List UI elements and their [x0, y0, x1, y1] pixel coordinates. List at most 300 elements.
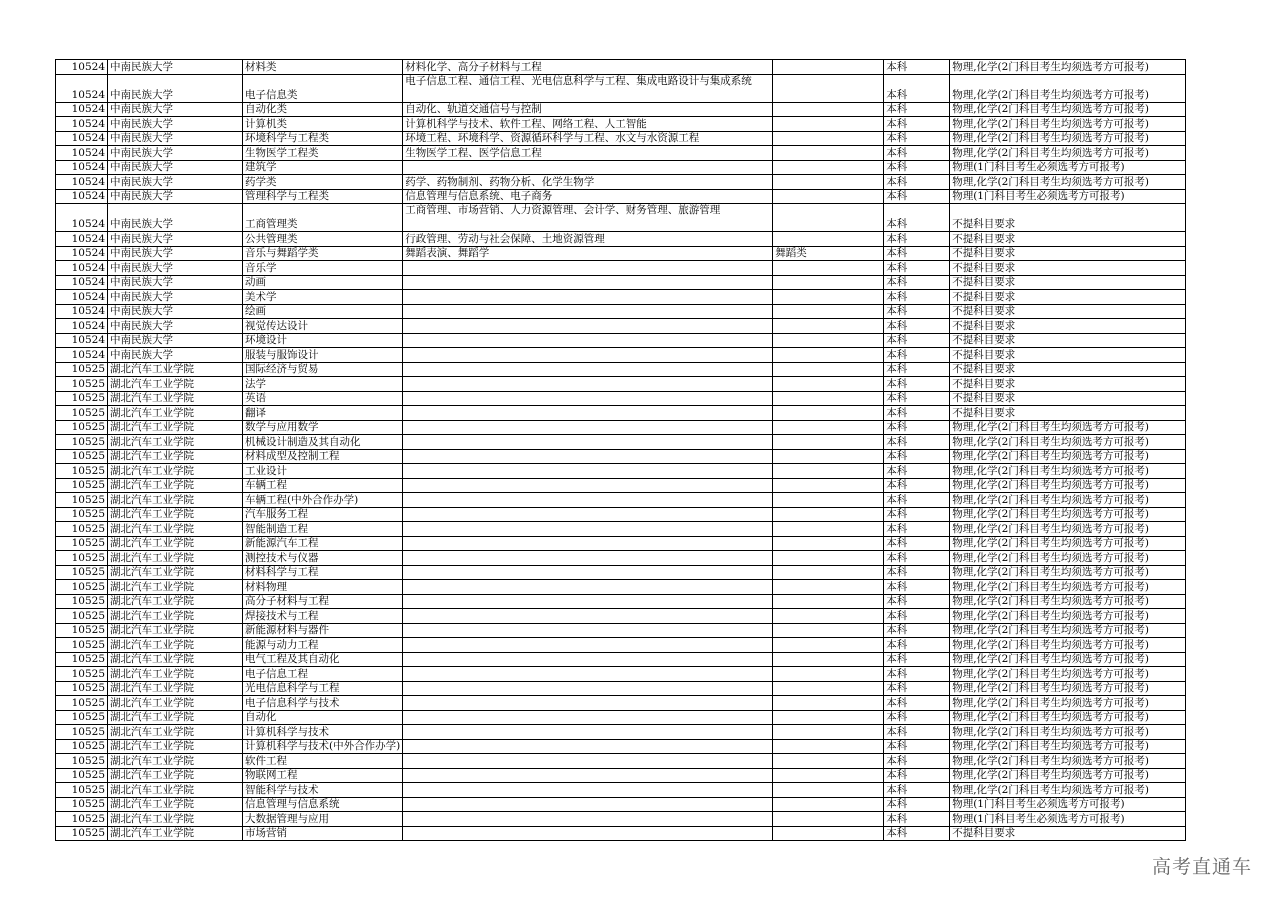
subject-requirement-cell: 不提科目要求: [950, 362, 1186, 377]
included-majors-cell: [403, 652, 773, 667]
note-cell: [773, 204, 884, 232]
school-name-cell: 湖北汽车工业学院: [108, 406, 243, 421]
major-category-cell: 药学类: [243, 175, 403, 190]
note-cell: [773, 290, 884, 305]
school-code-cell: 10524: [56, 333, 108, 348]
subject-requirement-cell: 物理,化学(2门科目考生均须选考方可报考): [950, 565, 1186, 580]
school-code-cell: 10524: [56, 304, 108, 319]
school-code-cell: 10524: [56, 189, 108, 204]
school-code-cell: 10525: [56, 449, 108, 464]
subject-requirement-cell: 物理,化学(2门科目考生均须选考方可报考): [950, 175, 1186, 190]
included-majors-cell: [403, 623, 773, 638]
major-category-cell: 音乐学: [243, 261, 403, 276]
note-cell: [773, 420, 884, 435]
major-category-cell: 环境科学与工程类: [243, 131, 403, 146]
level-cell: 本科: [884, 275, 950, 290]
note-cell: [773, 275, 884, 290]
school-code-cell: 10525: [56, 420, 108, 435]
note-cell: [773, 696, 884, 711]
note-cell: [773, 377, 884, 392]
school-code-cell: 10525: [56, 406, 108, 421]
school-name-cell: 湖北汽车工业学院: [108, 826, 243, 841]
level-cell: 本科: [884, 725, 950, 740]
table-row: [56, 74, 1186, 102]
school-code-cell: 10524: [56, 160, 108, 175]
school-code-cell: 10524: [56, 60, 108, 75]
major-category-cell: 汽车服务工程: [243, 507, 403, 522]
table-row: [56, 652, 1186, 667]
major-category-cell: 翻译: [243, 406, 403, 421]
major-category-cell: 材料物理: [243, 580, 403, 595]
level-cell: 本科: [884, 290, 950, 305]
school-name-cell: 湖北汽车工业学院: [108, 580, 243, 595]
included-majors-cell: [403, 377, 773, 392]
school-name-cell: 中南民族大学: [108, 131, 243, 146]
included-majors-cell: 信息管理与信息系统、电子商务: [403, 189, 773, 204]
major-category-cell: 电子信息工程: [243, 667, 403, 682]
level-cell: 本科: [884, 160, 950, 175]
school-name-cell: 湖北汽车工业学院: [108, 812, 243, 827]
note-cell: [773, 609, 884, 624]
included-majors-cell: [403, 565, 773, 580]
note-cell: [773, 449, 884, 464]
included-majors-cell: [403, 594, 773, 609]
level-cell: 本科: [884, 826, 950, 841]
major-category-cell: 高分子材料与工程: [243, 594, 403, 609]
subject-requirement-cell: 不提科目要求: [950, 319, 1186, 334]
included-majors-cell: 行政管理、劳动与社会保障、土地资源管理: [403, 232, 773, 247]
school-name-cell: 湖北汽车工业学院: [108, 623, 243, 638]
table-row: [56, 551, 1186, 566]
note-cell: [773, 812, 884, 827]
school-code-cell: 10524: [56, 319, 108, 334]
note-cell: [773, 117, 884, 132]
school-name-cell: 湖北汽车工业学院: [108, 783, 243, 798]
included-majors-cell: [403, 681, 773, 696]
included-majors-cell: [403, 609, 773, 624]
subject-requirement-cell: 物理(1门科目考生必须选考方可报考): [950, 812, 1186, 827]
table-row: [56, 160, 1186, 175]
major-category-cell: 材料科学与工程: [243, 565, 403, 580]
school-code-cell: 10525: [56, 623, 108, 638]
included-majors-cell: [403, 667, 773, 682]
level-cell: 本科: [884, 754, 950, 769]
subject-requirement-cell: 物理,化学(2门科目考生均须选考方可报考): [950, 536, 1186, 551]
note-cell: [773, 304, 884, 319]
subject-requirement-cell: 物理,化学(2门科目考生均须选考方可报考): [950, 667, 1186, 682]
school-name-cell: 中南民族大学: [108, 74, 243, 102]
level-cell: 本科: [884, 319, 950, 334]
major-category-cell: 材料类: [243, 60, 403, 75]
school-code-cell: 10525: [56, 391, 108, 406]
included-majors-cell: 环境工程、环境科学、资源循环科学与工程、水文与水资源工程: [403, 131, 773, 146]
table-row: [56, 377, 1186, 392]
school-name-cell: 湖北汽车工业学院: [108, 536, 243, 551]
level-cell: 本科: [884, 102, 950, 117]
school-name-cell: 中南民族大学: [108, 304, 243, 319]
included-majors-cell: 计算机科学与技术、软件工程、网络工程、人工智能: [403, 117, 773, 132]
school-name-cell: 中南民族大学: [108, 290, 243, 305]
included-majors-cell: [403, 319, 773, 334]
included-majors-cell: [403, 348, 773, 363]
level-cell: 本科: [884, 261, 950, 276]
included-majors-cell: [403, 391, 773, 406]
table-row: [56, 131, 1186, 146]
included-majors-cell: [403, 275, 773, 290]
subject-requirement-cell: 物理,化学(2门科目考生均须选考方可报考): [950, 449, 1186, 464]
level-cell: 本科: [884, 131, 950, 146]
note-cell: [773, 536, 884, 551]
subject-requirement-cell: 物理,化学(2门科目考生均须选考方可报考): [950, 146, 1186, 161]
subject-requirement-cell: 物理,化学(2门科目考生均须选考方可报考): [950, 420, 1186, 435]
level-cell: 本科: [884, 60, 950, 75]
subject-requirement-cell: 物理(1门科目考生必须选考方可报考): [950, 160, 1186, 175]
subject-requirement-cell: 物理,化学(2门科目考生均须选考方可报考): [950, 725, 1186, 740]
table-row: [56, 275, 1186, 290]
major-category-cell: 生物医学工程类: [243, 146, 403, 161]
note-cell: [773, 783, 884, 798]
school-code-cell: 10525: [56, 464, 108, 479]
note-cell: [773, 74, 884, 102]
note-cell: [773, 362, 884, 377]
note-cell: [773, 160, 884, 175]
school-name-cell: 中南民族大学: [108, 333, 243, 348]
school-name-cell: 中南民族大学: [108, 175, 243, 190]
subject-requirement-cell: 物理,化学(2门科目考生均须选考方可报考): [950, 493, 1186, 508]
school-code-cell: 10524: [56, 261, 108, 276]
school-code-cell: 10524: [56, 290, 108, 305]
subject-requirement-cell: 物理,化学(2门科目考生均须选考方可报考): [950, 464, 1186, 479]
table-row: [56, 696, 1186, 711]
major-category-cell: 机械设计制造及其自动化: [243, 435, 403, 450]
table-row: [56, 146, 1186, 161]
major-category-cell: 智能制造工程: [243, 522, 403, 537]
level-cell: 本科: [884, 507, 950, 522]
subject-requirement-cell: 不提科目要求: [950, 261, 1186, 276]
major-category-cell: 管理科学与工程类: [243, 189, 403, 204]
major-category-cell: 建筑学: [243, 160, 403, 175]
table-row: [56, 406, 1186, 421]
level-cell: 本科: [884, 681, 950, 696]
level-cell: 本科: [884, 565, 950, 580]
school-name-cell: 中南民族大学: [108, 348, 243, 363]
level-cell: 本科: [884, 333, 950, 348]
table-row: [56, 507, 1186, 522]
school-code-cell: 10525: [56, 710, 108, 725]
subject-requirement-cell: 物理,化学(2门科目考生均须选考方可报考): [950, 783, 1186, 798]
school-name-cell: 湖北汽车工业学院: [108, 768, 243, 783]
level-cell: 本科: [884, 696, 950, 711]
level-cell: 本科: [884, 189, 950, 204]
note-cell: [773, 102, 884, 117]
level-cell: 本科: [884, 812, 950, 827]
subject-requirement-cell: 不提科目要求: [950, 333, 1186, 348]
table-row: [56, 638, 1186, 653]
table-row: [56, 333, 1186, 348]
level-cell: 本科: [884, 391, 950, 406]
table-row: [56, 522, 1186, 537]
school-name-cell: 湖北汽车工业学院: [108, 551, 243, 566]
school-code-cell: 10525: [56, 783, 108, 798]
school-name-cell: 中南民族大学: [108, 232, 243, 247]
school-name-cell: 湖北汽车工业学院: [108, 652, 243, 667]
school-code-cell: 10525: [56, 667, 108, 682]
table-row: [56, 580, 1186, 595]
note-cell: [773, 768, 884, 783]
table-row: [56, 117, 1186, 132]
included-majors-cell: [403, 478, 773, 493]
school-name-cell: 湖北汽车工业学院: [108, 420, 243, 435]
table-row: [56, 420, 1186, 435]
note-cell: [773, 623, 884, 638]
major-category-cell: 绘画: [243, 304, 403, 319]
table-row: [56, 435, 1186, 450]
level-cell: 本科: [884, 667, 950, 682]
school-name-cell: 湖北汽车工业学院: [108, 667, 243, 682]
table-row: [56, 725, 1186, 740]
level-cell: 本科: [884, 623, 950, 638]
subject-requirement-cell: 物理,化学(2门科目考生均须选考方可报考): [950, 74, 1186, 102]
level-cell: 本科: [884, 580, 950, 595]
school-code-cell: 10525: [56, 609, 108, 624]
school-name-cell: 中南民族大学: [108, 60, 243, 75]
school-code-cell: 10525: [56, 435, 108, 450]
subject-requirement-cell: 物理,化学(2门科目考生均须选考方可报考): [950, 551, 1186, 566]
subject-requirement-cell: 不提科目要求: [950, 232, 1186, 247]
note-cell: [773, 522, 884, 537]
note-cell: [773, 478, 884, 493]
level-cell: 本科: [884, 638, 950, 653]
table-row: [56, 60, 1186, 75]
note-cell: 舞蹈类: [773, 246, 884, 261]
major-category-cell: 音乐与舞蹈学类: [243, 246, 403, 261]
note-cell: [773, 725, 884, 740]
subject-requirement-cell: 物理,化学(2门科目考生均须选考方可报考): [950, 710, 1186, 725]
table-row: [56, 464, 1186, 479]
subject-requirement-cell: 不提科目要求: [950, 826, 1186, 841]
school-code-cell: 10525: [56, 580, 108, 595]
subject-requirement-cell: 物理,化学(2门科目考生均须选考方可报考): [950, 623, 1186, 638]
level-cell: 本科: [884, 739, 950, 754]
level-cell: 本科: [884, 652, 950, 667]
included-majors-cell: [403, 739, 773, 754]
level-cell: 本科: [884, 449, 950, 464]
table-row: [56, 449, 1186, 464]
school-code-cell: 10525: [56, 478, 108, 493]
note-cell: [773, 652, 884, 667]
table-row: [56, 348, 1186, 363]
note-cell: [773, 754, 884, 769]
school-code-cell: 10525: [56, 696, 108, 711]
note-cell: [773, 565, 884, 580]
major-category-cell: 美术学: [243, 290, 403, 305]
major-category-cell: 公共管理类: [243, 232, 403, 247]
included-majors-cell: 自动化、轨道交通信号与控制: [403, 102, 773, 117]
table-row: [56, 754, 1186, 769]
table-row: [56, 812, 1186, 827]
subject-requirement-cell: 不提科目要求: [950, 406, 1186, 421]
school-name-cell: 湖北汽车工业学院: [108, 754, 243, 769]
included-majors-cell: [403, 522, 773, 537]
note-cell: [773, 667, 884, 682]
school-name-cell: 湖北汽车工业学院: [108, 681, 243, 696]
school-name-cell: 湖北汽车工业学院: [108, 391, 243, 406]
included-majors-cell: [403, 768, 773, 783]
school-code-cell: 10524: [56, 146, 108, 161]
major-category-cell: 工商管理类: [243, 204, 403, 232]
school-code-cell: 10524: [56, 348, 108, 363]
level-cell: 本科: [884, 175, 950, 190]
school-code-cell: 10525: [56, 522, 108, 537]
level-cell: 本科: [884, 797, 950, 812]
school-code-cell: 10525: [56, 681, 108, 696]
school-name-cell: 湖北汽车工业学院: [108, 507, 243, 522]
level-cell: 本科: [884, 74, 950, 102]
school-code-cell: 10525: [56, 377, 108, 392]
school-code-cell: 10525: [56, 362, 108, 377]
school-code-cell: 10525: [56, 594, 108, 609]
table-row: [56, 609, 1186, 624]
note-cell: [773, 60, 884, 75]
major-category-cell: 动画: [243, 275, 403, 290]
table-row: [56, 246, 1186, 261]
major-category-cell: 自动化: [243, 710, 403, 725]
major-category-cell: 电气工程及其自动化: [243, 652, 403, 667]
subject-requirement-cell: 物理,化学(2门科目考生均须选考方可报考): [950, 507, 1186, 522]
note-cell: [773, 435, 884, 450]
school-name-cell: 湖北汽车工业学院: [108, 638, 243, 653]
note-cell: [773, 261, 884, 276]
level-cell: 本科: [884, 420, 950, 435]
school-code-cell: 10524: [56, 175, 108, 190]
table-row: [56, 783, 1186, 798]
note-cell: [773, 391, 884, 406]
subject-requirement-cell: 物理,化学(2门科目考生均须选考方可报考): [950, 131, 1186, 146]
level-cell: 本科: [884, 464, 950, 479]
subject-requirement-cell: 物理,化学(2门科目考生均须选考方可报考): [950, 60, 1186, 75]
major-category-cell: 能源与动力工程: [243, 638, 403, 653]
major-category-cell: 软件工程: [243, 754, 403, 769]
major-category-cell: 智能科学与技术: [243, 783, 403, 798]
school-code-cell: 10524: [56, 131, 108, 146]
subject-requirement-cell: 物理,化学(2门科目考生均须选考方可报考): [950, 739, 1186, 754]
school-name-cell: 中南民族大学: [108, 117, 243, 132]
major-category-cell: 计算机科学与技术: [243, 725, 403, 740]
major-category-cell: 环境设计: [243, 333, 403, 348]
school-code-cell: 10525: [56, 507, 108, 522]
subject-requirement-cell: 物理,化学(2门科目考生均须选考方可报考): [950, 696, 1186, 711]
major-category-cell: 计算机科学与技术(中外合作办学): [243, 739, 403, 754]
school-name-cell: 湖北汽车工业学院: [108, 377, 243, 392]
admission-requirements-table: [55, 59, 1186, 841]
note-cell: [773, 580, 884, 595]
school-name-cell: 中南民族大学: [108, 319, 243, 334]
major-category-cell: 车辆工程: [243, 478, 403, 493]
included-majors-cell: [403, 536, 773, 551]
level-cell: 本科: [884, 204, 950, 232]
table-row: [56, 362, 1186, 377]
included-majors-cell: [403, 812, 773, 827]
school-name-cell: 中南民族大学: [108, 189, 243, 204]
school-code-cell: 10525: [56, 812, 108, 827]
included-majors-cell: [403, 449, 773, 464]
level-cell: 本科: [884, 493, 950, 508]
table-row: [56, 304, 1186, 319]
school-code-cell: 10525: [56, 826, 108, 841]
major-category-cell: 视觉传达设计: [243, 319, 403, 334]
included-majors-cell: 舞蹈表演、舞蹈学: [403, 246, 773, 261]
note-cell: [773, 406, 884, 421]
subject-requirement-cell: 物理,化学(2门科目考生均须选考方可报考): [950, 435, 1186, 450]
included-majors-cell: [403, 290, 773, 305]
included-majors-cell: [403, 304, 773, 319]
subject-requirement-cell: 物理,化学(2门科目考生均须选考方可报考): [950, 580, 1186, 595]
school-code-cell: 10525: [56, 725, 108, 740]
subject-requirement-cell: 不提科目要求: [950, 304, 1186, 319]
note-cell: [773, 594, 884, 609]
included-majors-cell: [403, 710, 773, 725]
major-category-cell: 光电信息科学与工程: [243, 681, 403, 696]
subject-requirement-cell: 物理,化学(2门科目考生均须选考方可报考): [950, 594, 1186, 609]
included-majors-cell: [403, 406, 773, 421]
school-name-cell: 湖北汽车工业学院: [108, 435, 243, 450]
major-category-cell: 物联网工程: [243, 768, 403, 783]
table-row: [56, 391, 1186, 406]
note-cell: [773, 551, 884, 566]
school-name-cell: 湖北汽车工业学院: [108, 739, 243, 754]
school-code-cell: 10524: [56, 204, 108, 232]
school-name-cell: 中南民族大学: [108, 261, 243, 276]
table-row: [56, 189, 1186, 204]
level-cell: 本科: [884, 768, 950, 783]
table-row: [56, 594, 1186, 609]
included-majors-cell: [403, 160, 773, 175]
school-code-cell: 10524: [56, 246, 108, 261]
note-cell: [773, 333, 884, 348]
subject-requirement-cell: 物理,化学(2门科目考生均须选考方可报考): [950, 522, 1186, 537]
subject-requirement-cell: 物理,化学(2门科目考生均须选考方可报考): [950, 609, 1186, 624]
table-row: [56, 232, 1186, 247]
level-cell: 本科: [884, 551, 950, 566]
note-cell: [773, 739, 884, 754]
subject-requirement-cell: 物理(1门科目考生必须选考方可报考): [950, 189, 1186, 204]
note-cell: [773, 348, 884, 363]
level-cell: 本科: [884, 478, 950, 493]
included-majors-cell: [403, 580, 773, 595]
school-name-cell: 湖北汽车工业学院: [108, 565, 243, 580]
school-code-cell: 10525: [56, 768, 108, 783]
note-cell: [773, 507, 884, 522]
included-majors-cell: [403, 551, 773, 566]
subject-requirement-cell: 物理,化学(2门科目考生均须选考方可报考): [950, 652, 1186, 667]
table-row: [56, 565, 1186, 580]
major-category-cell: 市场营销: [243, 826, 403, 841]
school-name-cell: 湖北汽车工业学院: [108, 725, 243, 740]
note-cell: [773, 319, 884, 334]
subject-requirement-cell: 不提科目要求: [950, 204, 1186, 232]
subject-requirement-cell: 物理,化学(2门科目考生均须选考方可报考): [950, 754, 1186, 769]
level-cell: 本科: [884, 232, 950, 247]
table-row: [56, 204, 1186, 232]
major-category-cell: 车辆工程(中外合作办学): [243, 493, 403, 508]
table-row: [56, 768, 1186, 783]
table-row: [56, 493, 1186, 508]
school-name-cell: 湖北汽车工业学院: [108, 696, 243, 711]
table-row: [56, 102, 1186, 117]
subject-requirement-cell: 物理,化学(2门科目考生均须选考方可报考): [950, 117, 1186, 132]
major-category-cell: 新能源汽车工程: [243, 536, 403, 551]
included-majors-cell: [403, 826, 773, 841]
